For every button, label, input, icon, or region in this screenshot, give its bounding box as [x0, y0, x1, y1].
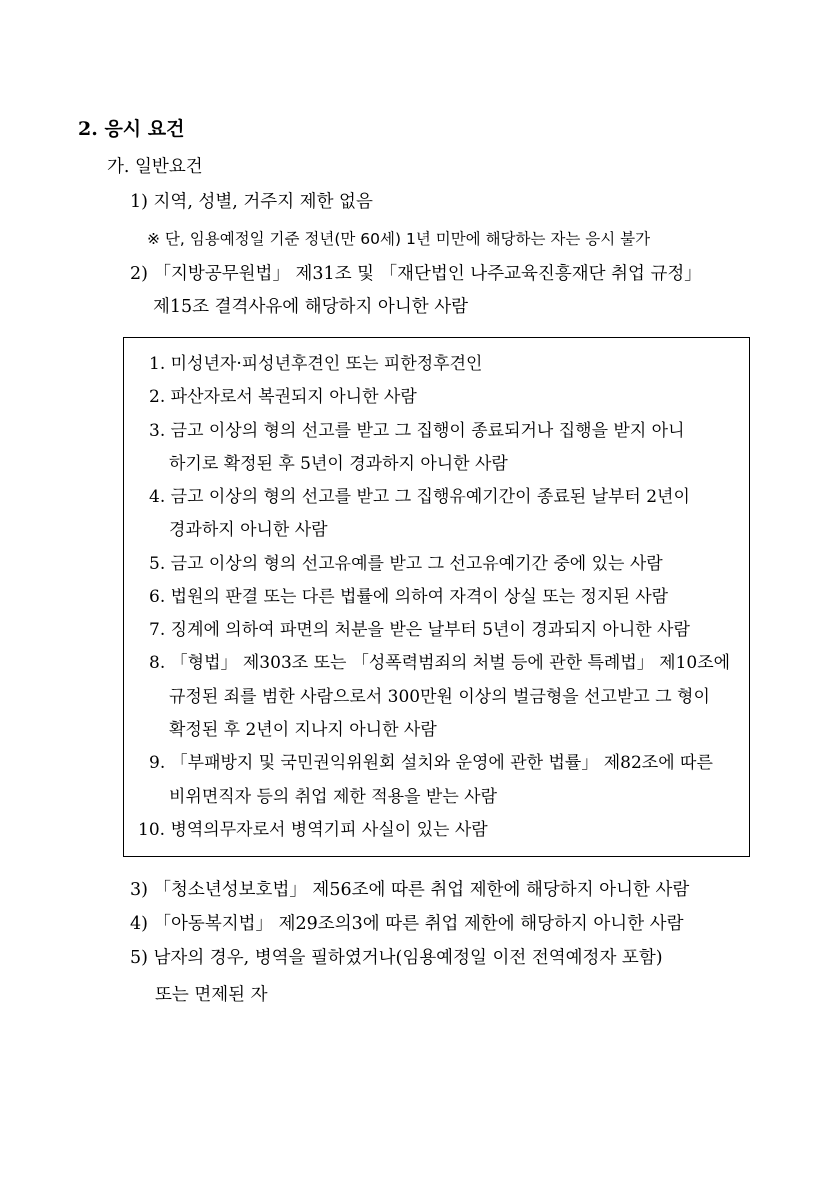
item-text: 금고 이상의 형의 선고를 받고 그 집행이 종료되거나 집행을 받지 아니: [170, 421, 685, 441]
item-continuation: 규정된 죄를 범한 사람으로서 300만원 이상의 벌금형을 선고받고 그 형이: [169, 687, 710, 707]
item-text: 병역의무자로서 병역기피 사실이 있는 사람: [170, 820, 488, 840]
requirement-2-line-2: 제15조 결격사유에 해당하지 아니한 사람: [153, 297, 468, 317]
item-text: 금고 이상의 형의 선고를 받고 그 집행유예기간이 종료된 날부터 2년이: [170, 487, 690, 507]
disqualification-item: [149, 485, 690, 509]
requirement-5-line-1: 5) 남자의 경우, 병역을 필하였거나(임용예정일 이전 전역예정자 포함): [130, 948, 663, 968]
requirement-5-line-2: 또는 면제된 자: [155, 985, 268, 1005]
disqualification-item: [138, 818, 488, 842]
disqualification-item: [149, 651, 730, 675]
item-number: 4.: [149, 487, 166, 507]
disqualification-item: [149, 352, 482, 376]
item-text: 미성년자·피성년후견인 또는 피한정후견인: [170, 354, 483, 374]
disqualification-item: [149, 385, 417, 409]
item-continuation: 하기로 확정된 후 5년이 경과하지 아니한 사람: [169, 454, 508, 474]
requirement-1-note: ※ 단, 임용예정일 기준 정년(만 60세) 1년 미만에 해당하는 자는 응시 불가: [147, 230, 651, 248]
item-number: 7.: [149, 620, 166, 640]
item-number: 5.: [149, 554, 166, 574]
item-continuation: 경과하지 아니한 사람: [169, 520, 328, 540]
item-number: 8.: [149, 653, 166, 673]
item-text: 「부패방지 및 국민권익위원회 설치와 운영에 관한 법률」 제82조에 따른: [170, 753, 713, 773]
item-number: 6.: [149, 587, 166, 607]
disqualification-item: [149, 618, 690, 642]
sub-heading: 가. 일반요건: [107, 157, 203, 177]
item-text: 금고 이상의 형의 선고유예를 받고 그 선고유예기간 중에 있는 사람: [170, 554, 663, 574]
disqualification-item: [149, 751, 713, 775]
item-number: 9.: [149, 753, 166, 773]
disqualification-item: [149, 419, 685, 443]
requirement-4: 4) 「아동복지법」 제29조의3에 따른 취업 제한에 해당하지 아니한 사람: [130, 914, 684, 934]
requirement-2-line-1: 2) 「지방공무원법」 제31조 및 「재단법인 나주교육진흥재단 취업 규정」: [130, 264, 702, 284]
disqualification-item: [149, 585, 668, 609]
disqualification-item: [149, 552, 663, 576]
requirement-3: 3) 「청소년성보호법」 제56조에 따른 취업 제한에 해당하지 아니한 사람: [130, 880, 690, 900]
disqualification-box: [123, 337, 750, 857]
item-text: 징계에 의하여 파면의 처분을 받은 날부터 5년이 경과되지 아니한 사람: [170, 620, 690, 640]
item-number: 10.: [138, 820, 166, 840]
section-title: 2. 응시 요건: [78, 118, 185, 140]
item-text: 법원의 판결 또는 다른 법률에 의하여 자격이 상실 또는 정지된 사람: [170, 587, 669, 607]
item-number: 2.: [149, 387, 166, 407]
item-number: 3.: [149, 421, 166, 441]
requirement-1: 1) 지역, 성별, 거주지 제한 없음: [130, 192, 373, 212]
item-text: 파산자로서 복권되지 아니한 사람: [170, 387, 417, 407]
item-number: 1.: [149, 354, 166, 374]
item-text: 「형법」 제303조 또는 「성폭력범죄의 처벌 등에 관한 특례법」 제10조에: [170, 653, 731, 673]
item-continuation: 비위면직자 등의 취업 제한 적용을 받는 사람: [169, 787, 498, 807]
item-continuation: 확정된 후 2년이 지나지 아니한 사람: [169, 720, 437, 740]
